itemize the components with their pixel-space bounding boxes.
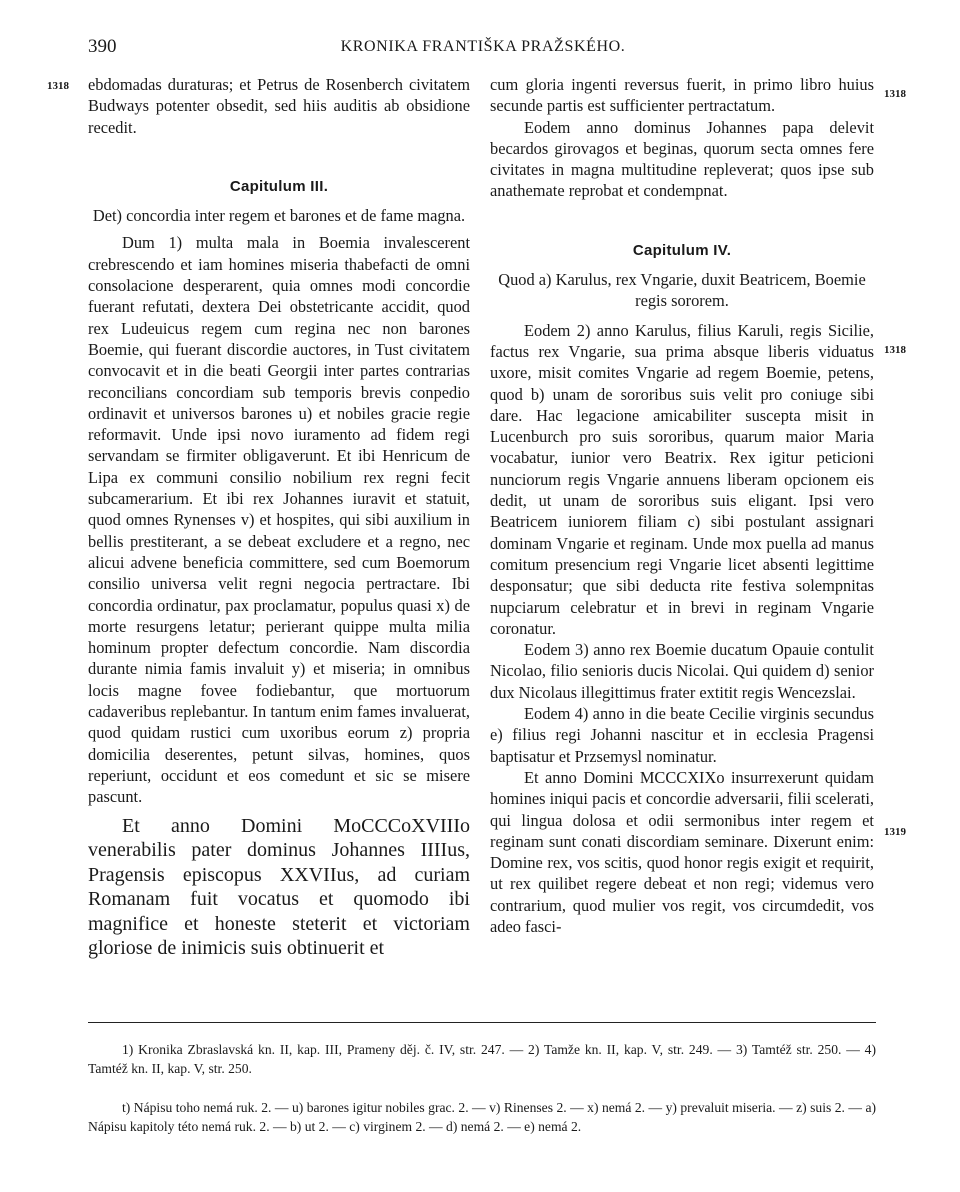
- right-column: [490, 74, 874, 937]
- paragraph: Eodem anno dominus Johannes papa delevit becardos girovagos et beginas, quorum secta omnes fere civitates in magna multitudine repleverat; quos ipse sub anathemate reprobat et condempnat.: [490, 117, 874, 201]
- chapter-heading: Capitulum IV.: [632, 241, 732, 259]
- footnote-rule: [88, 1022, 876, 1023]
- paragraph: Et anno Domini MCCCXIXo insurrexerunt quidam homines iniqui pacis et concordie adversarii, filii scelerati, qui lingua dolosa et odii sermonibus inter regem et reginam sunt conati discordiam seminare. Dixerunt enim: Domine rex, vos scitis, quod honor regis exigit et requirit, ut rex quilibet regere debeat et non regi; videmus vero contrarium, quod mulier vos regit, vos circumdedit, vos adeo fasci-: [490, 767, 874, 936]
- paragraph: ebdomadas duraturas; et Petrus de Rosenberch civitatem Budways potenter obsedit, sed hiis auditis ab obsidione recedit.: [88, 75, 470, 137]
- chapter-heading: Capitulum III.: [229, 177, 329, 195]
- paragraph: Dum 1) multa mala in Boemia invalescerent crebrescendo et iam homines miseria thabefacti de omni consolacione desperarent, quia omnes modi concordie fuerant refutati, dextera Dei obstetricante accidit, quod rex Ludeuicus regem cum regina nec non barones Boemie, qui fuerant discordie auctores, in Tust civitatem convocavit et in die beati Georgii inter partes contrarias reconcilians concordiam sub temporis brevis conpedio ordinavit et universos barones u) et nobiles gracie regie reformavit. Unde ipsi novo iuramento ad fidem regi servandam se firmiter obligaverunt. Et ibi Henricum de Lipa ex communi consilio nobilium rex regni fecit subcamerarium. Et ibi rex Johannes iuravit et statuit, quod omnes Rynenses v) et hospites, qui sibi auxilium in bellis prestiterant, a se debeat excludere et a regno, nec alicui advene beneficia committere, sed cum Boemorum consilio universa velit regni negocia pertractare. Ibi concordia ordinatur, pax proclamatur, populus quasi x) de morte resurgens letatur; perierant quippe multa milia hominum propter defectum concordie. Nam discordia durante nimia famis invaluit y) et miseria; in omnibus locis magne fovee fodiebantur, que mortuorum cadaveribus replebantur. In tantum enim fames invaluerat, quod quidam rustici cum uxoribus eorum z) propria domicilia deserentes, petunt silvas, homines, quos reperiunt, occidunt et eos comedunt et sic se misere pascunt.: [88, 233, 470, 807]
- page-number: 390: [88, 36, 117, 57]
- paragraph: Et anno Domini MoCCCoXVIIIo venerabilis pater dominus Johannes IIIIus, Pragensis episcopus XXVIIus, ad curiam Romanam fuit vocatus et quomodo ibi magnifice et honeste steterit et victoriam gloriose de inimicis suis obtinuerit et: [88, 814, 470, 959]
- left-column: [88, 74, 470, 961]
- margin-year: 1318: [47, 80, 69, 92]
- footnotes-sources: [88, 1040, 876, 1078]
- margin-year: 1319: [884, 826, 906, 838]
- paragraph: Eodem 3) anno rex Boemie ducatum Opauie contulit Nicolao, filio senioris ducis Nicolai. Qui quidem d) senior dux Nicolaus illegittimus frater extitit regis Wencezslai.: [490, 640, 874, 702]
- margin-year: 1318: [884, 344, 906, 356]
- footnotes-variants: [88, 1098, 876, 1136]
- paragraph: Eodem 4) anno in die beate Cecilie virginis secundus e) filius regi Johanni nascitur et in ecclesia Pragensi baptisatur et Przsemysl nominatur.: [490, 704, 874, 766]
- chapter-subheading: Det) concordia inter regem et barones et de fame magna.: [92, 206, 466, 226]
- header-title: KRONIKA FRANTIŠKA PRAŽSKÉHO.: [340, 38, 626, 55]
- paragraph: Eodem 2) anno Karulus, filius Karuli, regis Sicilie, factus rex Vngarie, sua prima absque liberis viduatus uxore, misit comites Vngarie ad regem Boemie, petens, quod b) unam de sororibus suis velit pro coniuge sibi dare. Hac legacione amicabiliter suscepta misit in Lucenburch pro suis sororibus, quarum maior Maria vocabatur, iunior vero Beatrix. Rex igitur peticioni nunciorum regis Vngarie annuens liberam opcionem eis dedit, ut unam de sororibus suis eligant. Ipsi vero Beatricem iuniorem filiam c) sibi postulant assignari dominam Vngarie et reginam. Unde mox puella ad manus comitum presencium regi Vngarie licet absenti legittime desponsatur; que sibi deducta rite festiva solempnitas nupciarum celebratur et in brevi in reginam Vngarie coronatur.: [490, 320, 874, 638]
- running-head: [88, 36, 878, 58]
- footnote: 1) Kronika Zbraslavská kn. II, kap. III, Prameny děj. č. IV, str. 247. — 2) Tamže kn. II, kap. V, str. 249. — 3) Tamtéž str. 250. — 4) Tamtéž kn. II, kap. V, str. 250.: [88, 1042, 876, 1076]
- margin-year: 1318: [884, 88, 906, 100]
- paragraph: cum gloria ingenti reversus fuerit, in primo libro huius secunde partis est sufficienter pertractatum.: [490, 75, 874, 116]
- footnote: t) Nápisu toho nemá ruk. 2. — u) barones igitur nobiles grac. 2. — v) Rinenses 2. — x) nemá 2. — y) prevaluit miseria. — z) suis 2. — a) Nápisu kapitoly této nemá ruk. 2. — b) ut 2. — c) virginem 2. — d) nemá 2. — e) nemá 2.: [88, 1100, 876, 1134]
- chapter-subheading: Quod a) Karulus, rex Vngarie, duxit Beatricem, Boemie regis sororem.: [498, 270, 866, 311]
